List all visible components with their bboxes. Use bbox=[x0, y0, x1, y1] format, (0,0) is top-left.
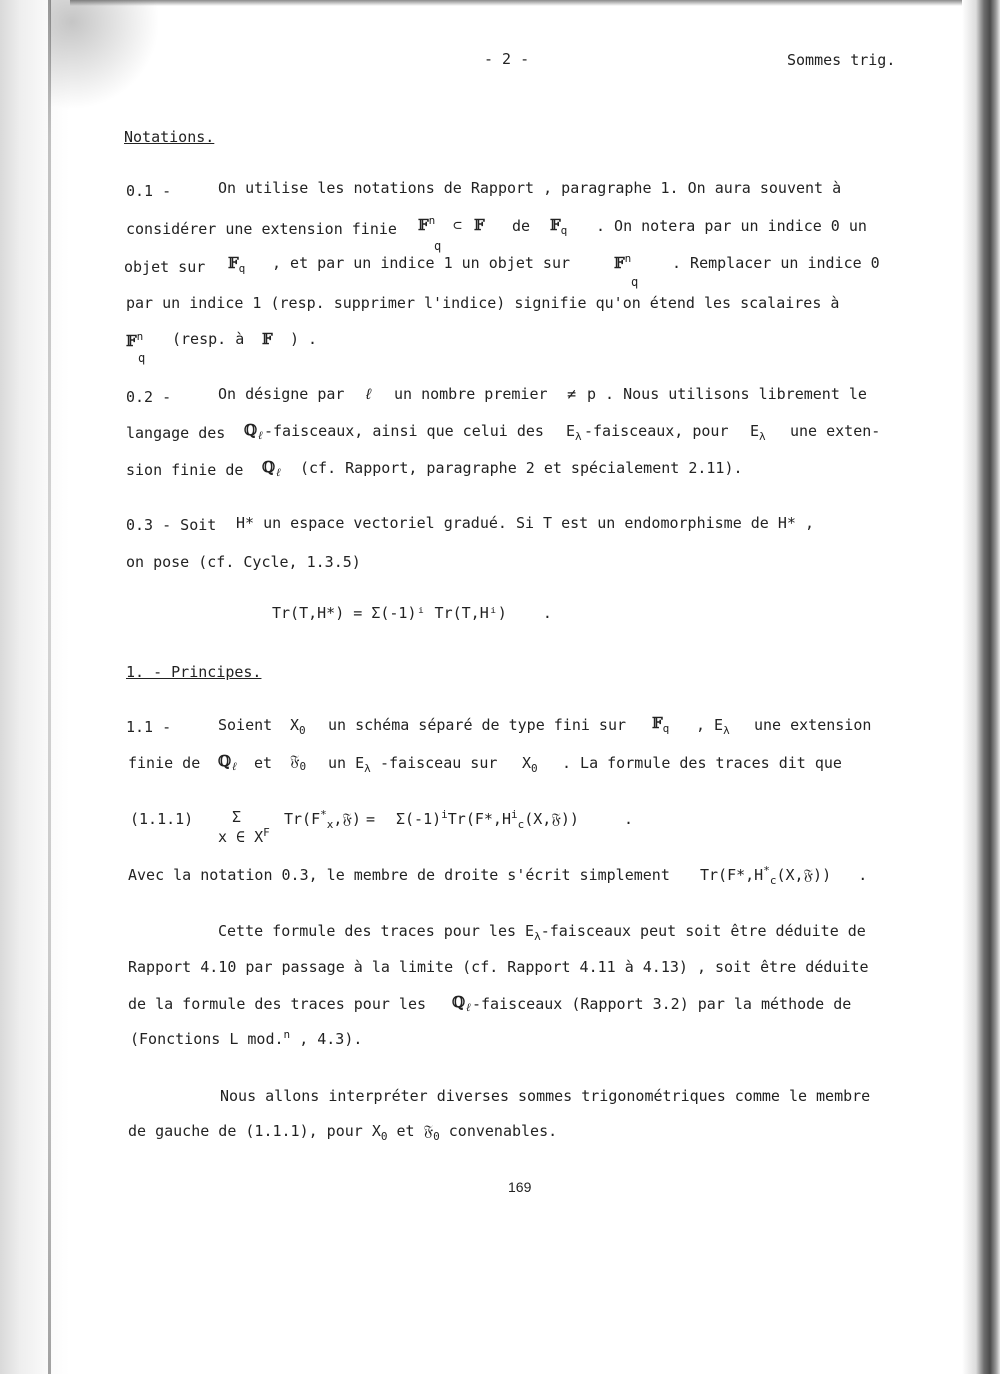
para-interp-line-1: Nous allons interpréter diverses sommes trigonométriques comme le membre bbox=[220, 1087, 871, 1105]
para-0-1-line-1: On utilise les notations de Rapport , paragraphe 1. On aura souvent à bbox=[218, 179, 842, 197]
equation-rhs: $\Sigma(-1)^iTr(F*,H^i_c(X,𝔉))$ . bbox=[396, 808, 634, 831]
para-number-1-1: 1.1 - bbox=[126, 718, 172, 736]
equation-label: (1.1.1) bbox=[130, 810, 194, 828]
para-0-2-line-1a: On désigne par bbox=[218, 385, 345, 403]
para-0-1-line-3b: , et par un indice 1 un objet sur bbox=[272, 254, 571, 272]
para-1-1-line-2e: . La formule des traces dit que bbox=[562, 754, 842, 772]
sub-q-2: q bbox=[631, 275, 639, 289]
para-0-1-line-2c: . On notera par un indice 0 un bbox=[596, 217, 867, 235]
scan-binding-shadow bbox=[48, 0, 51, 1374]
para-0-1-line-3c: . Remplacer un indice 0 bbox=[672, 254, 880, 272]
sub-q-3: q bbox=[138, 351, 146, 365]
field-F-q-3: 𝔽$_q$ bbox=[652, 714, 670, 735]
para-1-1-line-2a: finie de bbox=[128, 754, 201, 772]
para-traces-line-4: (Fonctions L mod.$^n$ , 4.3). bbox=[130, 1028, 363, 1048]
Q-ell-2: ℚ$_\ell$ bbox=[262, 458, 282, 479]
para-traces-line-3b: -faisceaux (Rapport 3.2) par la méthode de bbox=[472, 995, 852, 1013]
para-1-1-line-1c: , $E_\lambda$ bbox=[696, 716, 730, 737]
para-1-1-line-2b: et bbox=[254, 754, 273, 772]
E-lambda-2: $E_\lambda$ bbox=[750, 422, 766, 443]
para-number-0-2: 0.2 - bbox=[126, 388, 172, 406]
para-0-2-line-3a: sion finie de bbox=[126, 461, 244, 479]
para-number-0-3: 0.3 - Soit bbox=[126, 516, 217, 534]
section-heading-principes: 1. - Principes. bbox=[126, 663, 262, 681]
para-0-2-line-1c: p . Nous utilisons librement le bbox=[587, 385, 867, 403]
para-0-2-line-2c: -faisceaux, pour bbox=[584, 422, 729, 440]
para-1-1-line-1b: un schéma séparé de type fini sur bbox=[328, 716, 627, 734]
field-F: 𝔽 bbox=[474, 216, 485, 234]
sub-q: q bbox=[434, 239, 442, 253]
para-0-1-line-5-end: ) . bbox=[290, 330, 318, 348]
X-0-1: $X_0$ bbox=[290, 716, 306, 737]
para-0-3-line-1: H* un espace vectoriel gradué. Si T est un endomorphisme de H* , bbox=[236, 514, 814, 532]
frakF-0-1: 𝔉$_0$ bbox=[290, 752, 307, 773]
para-traces-line-3a: de la formule des traces pour les bbox=[128, 995, 427, 1013]
para-0-1-line-2a: considérer une extension finie bbox=[126, 220, 397, 238]
para-0-2-line-2d: une exten- bbox=[790, 422, 881, 440]
equation-lhs: $Tr(F^*_x,𝔉)$ bbox=[284, 808, 361, 831]
para-traces-line-1: Cette formule des traces pour les $E_\lambda$-faisceaux peut soit être déduite de bbox=[218, 922, 866, 943]
page-number: 169 bbox=[508, 1179, 532, 1195]
para-0-2-line-2b: -faisceaux, ainsi que celui des bbox=[264, 422, 544, 440]
sum-index: x ∈ $X^F$ bbox=[218, 826, 270, 846]
field-F-q-n-2: 𝔽$^n$ bbox=[614, 252, 632, 272]
page-marker: - 2 - bbox=[484, 50, 530, 68]
neq-symbol: ≠ bbox=[567, 385, 577, 403]
Q-ell-1: ℚ$_\ell$ bbox=[244, 421, 264, 442]
para-1-1-line-2c: un $E_\lambda$ bbox=[328, 754, 371, 775]
field-F-2: 𝔽 bbox=[262, 330, 273, 348]
scan-edge-left bbox=[0, 0, 70, 1374]
para-1-1-line-2d: -faisceau sur bbox=[380, 754, 498, 772]
para-0-3-line-2: on pose (cf. Cycle, 1.3.5) bbox=[126, 553, 361, 571]
after-eq-line-a: Avec la notation 0.3, le membre de droite s'écrit simplement bbox=[128, 866, 670, 884]
para-0-2-line-3b: (cf. Rapport, paragraphe 2 et spécialement 2.11). bbox=[300, 459, 743, 477]
para-0-1-line-2b: de bbox=[512, 217, 531, 235]
field-F-q-n: 𝔽$^n$ bbox=[418, 214, 436, 234]
scan-edge-right bbox=[962, 0, 1000, 1374]
after-eq-line-b: $Tr(F*,H^*_c(X,𝔉))$ . bbox=[700, 864, 868, 887]
para-1-1-line-1d: une extension bbox=[754, 716, 872, 734]
running-title: Sommes trig. bbox=[787, 51, 896, 69]
para-0-2-line-1b-text: un nombre premier bbox=[394, 385, 548, 403]
formula-trace-definition: Tr(T,H*) = Σ(-1)ⁱ Tr(T,Hⁱ) . bbox=[272, 604, 552, 622]
field-F-q-2: 𝔽$_q$ bbox=[228, 254, 246, 275]
equation-equals: = bbox=[366, 810, 376, 828]
sum-symbol-lhs: Σ bbox=[232, 808, 242, 826]
X-0-2: $X_0$ bbox=[522, 754, 538, 775]
E-lambda-1: $E_\lambda$ bbox=[566, 422, 582, 443]
para-0-1-line-5: (resp. à bbox=[172, 330, 245, 348]
scan-corner-smudge bbox=[50, 0, 160, 110]
para-0-1-line-4: par un indice 1 (resp. supprimer l'indice) signifie qu'on étend les scalaires à bbox=[126, 294, 840, 312]
para-traces-line-2: Rapport 4.10 par passage à la limite (cf. Rapport 4.11 à 4.13) , soit être déduite bbox=[128, 958, 869, 976]
Q-ell-4: ℚ$_\ell$ bbox=[452, 993, 472, 1014]
ell-symbol: ℓ bbox=[364, 385, 374, 403]
para-0-2-line-2a: langage des bbox=[126, 424, 226, 442]
para-1-1-line-1a: Soient bbox=[218, 716, 273, 734]
para-interp-line-2: de gauche de (1.1.1), pour $X_0$ et 𝔉$_0$ convenables. bbox=[128, 1122, 558, 1143]
field-F-q: 𝔽$_q$ bbox=[550, 216, 568, 237]
section-heading-notations: Notations. bbox=[124, 128, 215, 146]
subset-symbol: ⊂ bbox=[453, 216, 463, 234]
Q-ell-3: ℚ$_\ell$ bbox=[218, 752, 238, 773]
para-0-1-line-3a: objet sur bbox=[124, 258, 206, 276]
field-F-q-n-3: 𝔽$^n$ bbox=[126, 330, 144, 350]
para-number-0-1: 0.1 - bbox=[126, 182, 172, 200]
